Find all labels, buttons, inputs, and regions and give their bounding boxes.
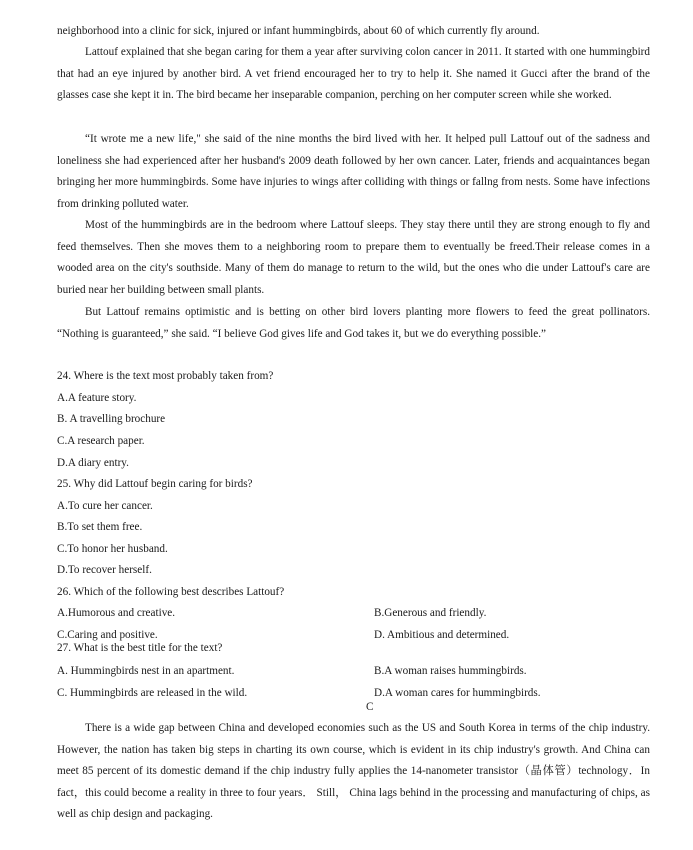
passage-c-heading: C	[366, 701, 374, 713]
question-25-option-b: B.To set them free.	[57, 521, 143, 533]
question-24-option-a: A.A feature story.	[57, 392, 137, 404]
question-26-option-a: A.Humorous and creative.	[57, 607, 176, 619]
question-27-option-b: B.A woman raises hummingbirds.	[374, 665, 527, 677]
question-26-option-d: D. Ambitious and determined.	[374, 629, 510, 641]
passage-c-paragraph: There is a wide gap between China and developed economies such as the US and South Korea in terms of the chip industry. However, the nation has taken big steps in charting its own course, which is evident in its chip industry's growth. And China can meet 85 percent of its domestic demand if the chip industry fully applies the 14-nanometer transistor（晶体管）technology．In fact，this could become a reality in three to four years． Still， China lags behind in the processing and manufacturing of chips, as well as chip design and packaging.	[57, 722, 650, 821]
passage-b-paragraph-3: “It wrote me a new life," she said of the nine months the bird lived with her. It helped pull Lattouf out of the sadness and loneliness she had experienced after her husband's 2009 death followed by her own cancer. Later, friends and acquaintances began bringing her more hummingbirds. Some have injuries to wings after colliding with things or fallng from nests. Some have infections from drinking polluted water.	[57, 133, 650, 210]
passage-b-paragraph-1: neighborhood into a clinic for sick, injured or infant hummingbirds, about 60 of which currently fly around.	[57, 25, 540, 37]
question-27-option-a: A. Hummingbirds nest in an apartment.	[57, 665, 235, 677]
question-26-option-b: B.Generous and friendly.	[374, 607, 487, 619]
question-26-option-c: C.Caring and positive.	[57, 629, 158, 641]
question-24-stem: 24. Where is the text most probably taken from?	[57, 370, 274, 382]
question-27-option-d: D.A woman cares for hummingbirds.	[374, 687, 541, 699]
passage-b-paragraph-2: Lattouf explained that she began caring for them a year after surviving colon cancer in 2011. It started with one hummingbird that had an eye injured by another bird. A vet friend encouraged her to try to help it. She named it Gucci after the brand of the glasses case she kept it in. The bird became her inseparable companion, perching on her computer screen while she worked.	[57, 46, 650, 102]
question-26-stem: 26. Which of the following best describes Lattouf?	[57, 586, 285, 598]
question-27-option-c: C. Hummingbirds are released in the wild.	[57, 687, 248, 699]
question-24-option-b: B. A travelling brochure	[57, 413, 166, 425]
question-25-stem: 25. Why did Lattouf begin caring for birds?	[57, 478, 253, 490]
question-25-option-c: C.To honor her husband.	[57, 543, 168, 555]
question-25-option-a: A.To cure her cancer.	[57, 500, 153, 512]
question-24-option-d: D.A diary entry.	[57, 457, 129, 469]
question-25-option-d: D.To recover herself.	[57, 564, 152, 576]
question-27-stem: 27. What is the best title for the text?	[57, 642, 223, 654]
question-24-option-c: C.A research paper.	[57, 435, 145, 447]
passage-b-paragraph-5: But Lattouf remains optimistic and is betting on other bird lovers planting more flowers to feed the great pollinators. “Nothing is guaranteed,” she said. “I believe God gives life and God takes it, but we do everything possible.”	[57, 306, 650, 340]
passage-b-paragraph-4: Most of the hummingbirds are in the bedroom where Lattouf sleeps. They stay there until they are strong enough to fly and feed themselves. Then she moves them to a neighboring room to prepare them to eventually be freed.Their release comes in a wooded area on the city's southside. Many of them do manage to return to the wild, but the ones who die under Lattouf's care are buried near her building between small plants.	[57, 219, 650, 296]
